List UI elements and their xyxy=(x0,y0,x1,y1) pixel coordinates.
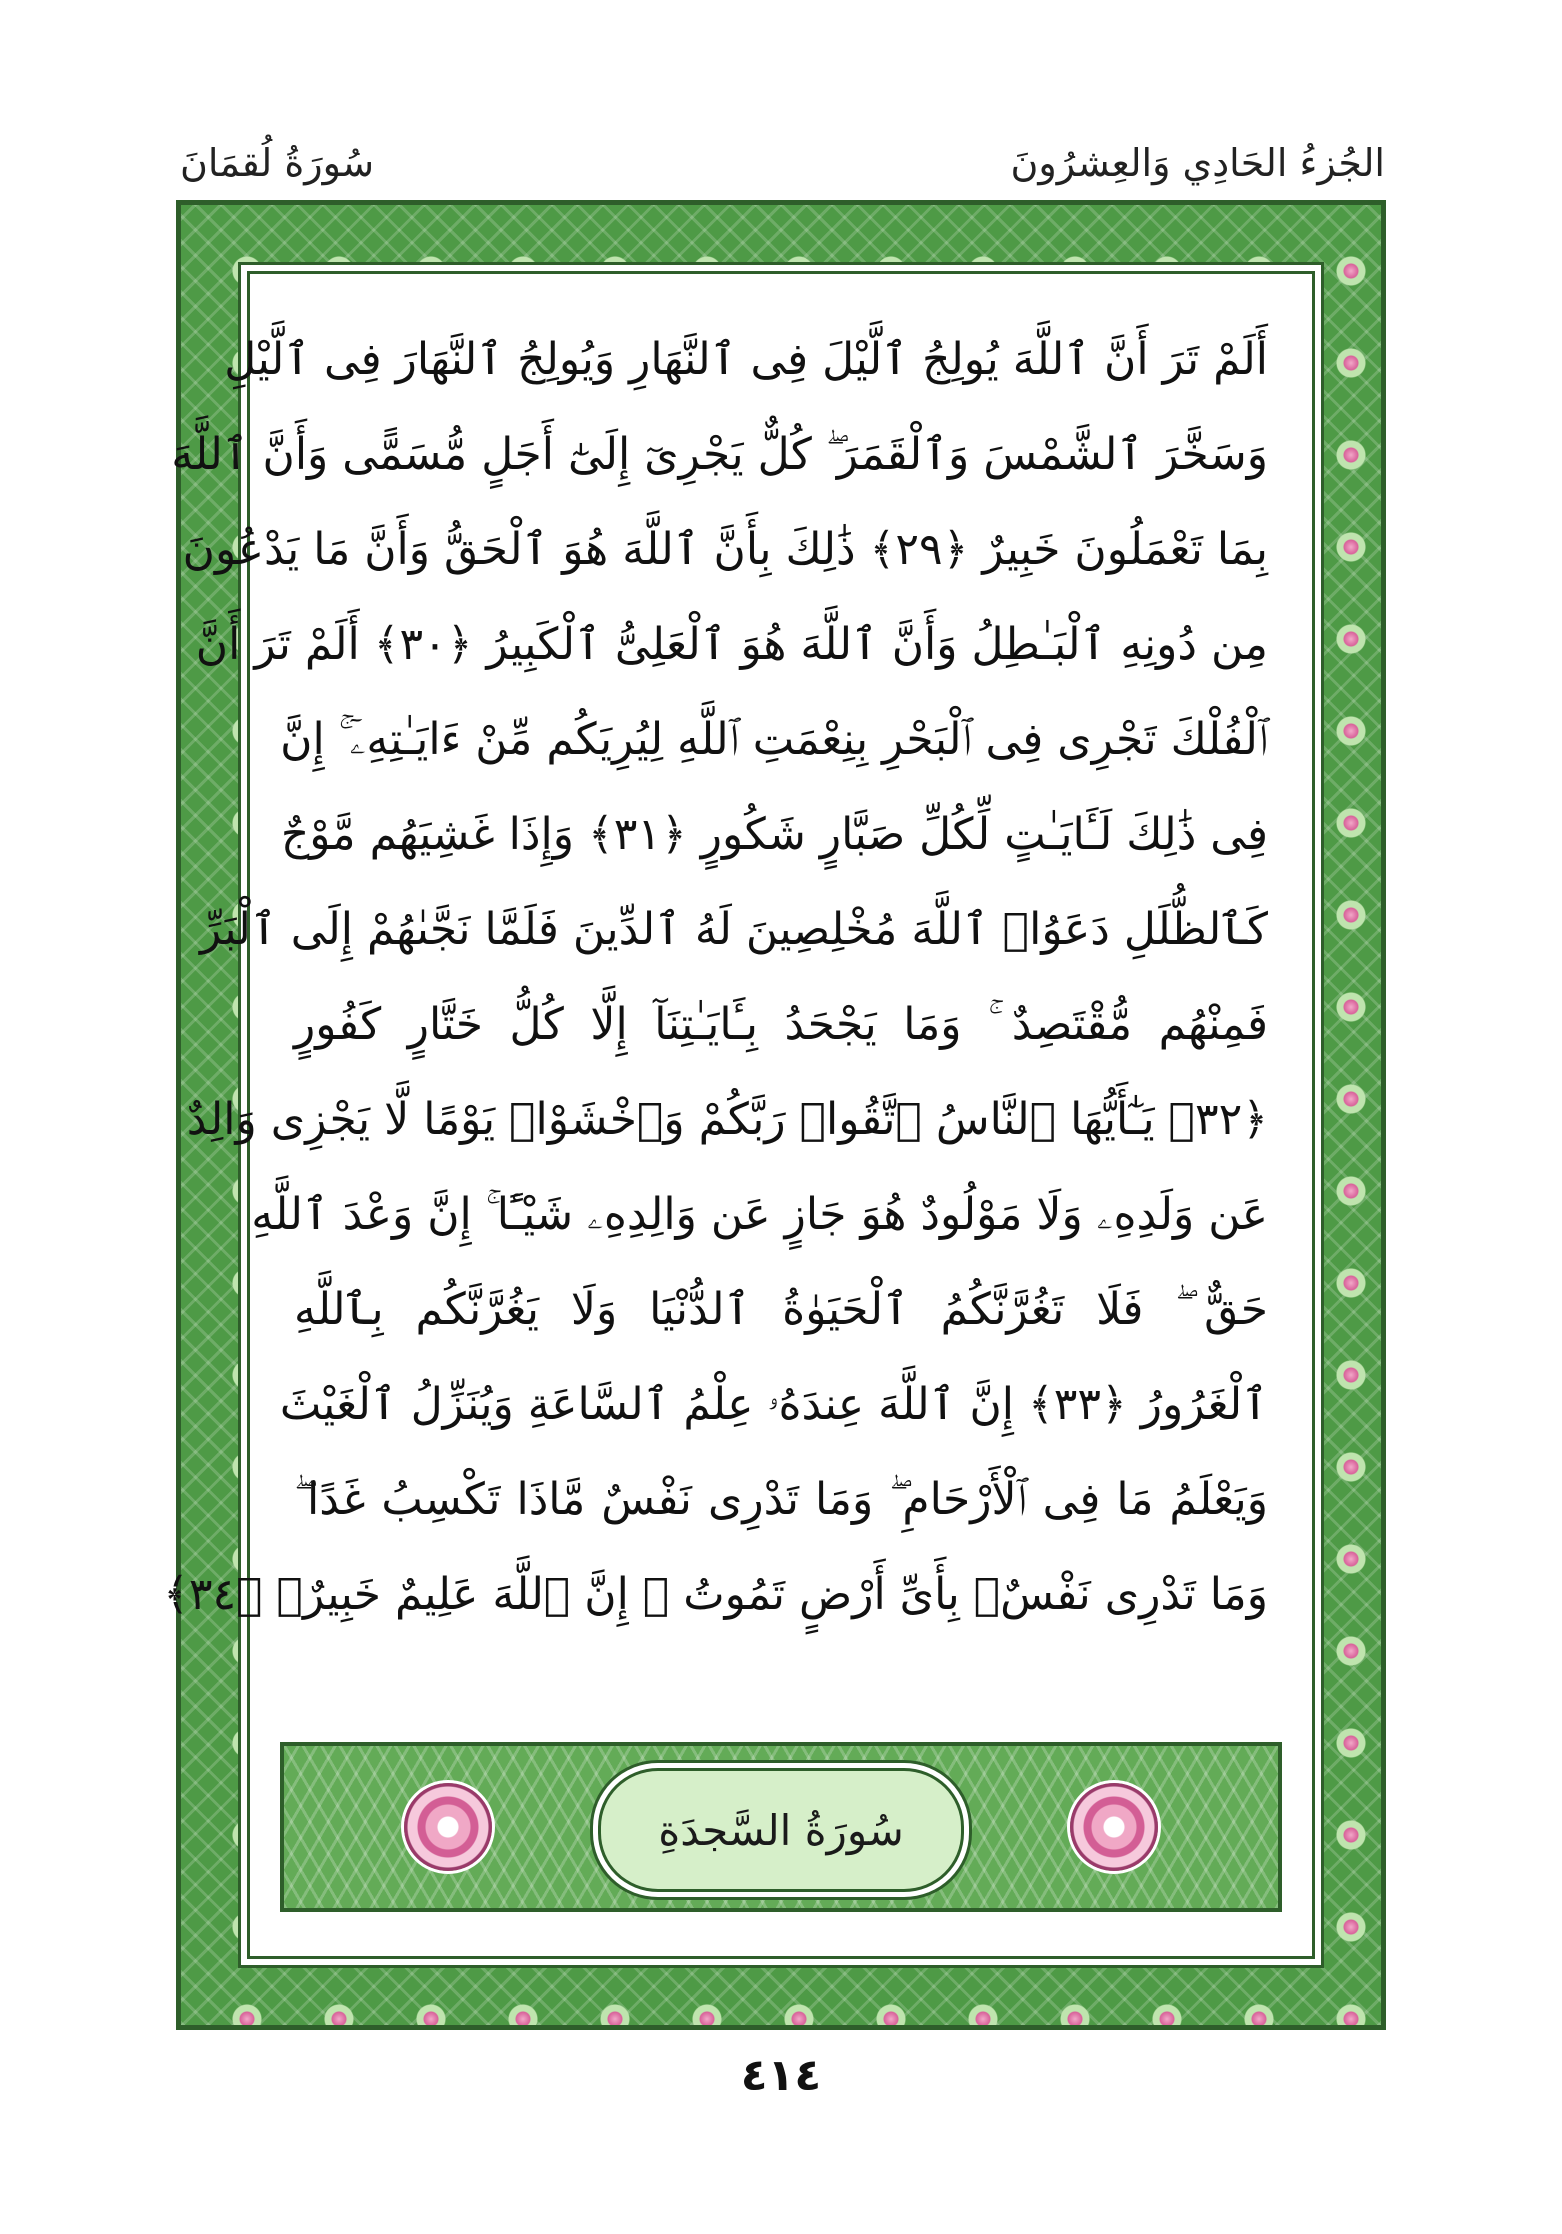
verse-line: حَقٌّ ۖ فَلَا تَغُرَّنَّكُمُ ٱلْحَيَوٰةُ ٱلدُّنْيَا وَلَا يَغُرَّنَّكُم بِٱللَّهِ xyxy=(294,1284,1268,1335)
verse-line: بِمَا تَعْمَلُونَ خَبِيرٌ ﴿٢٩﴾ ذَٰلِكَ بِأَنَّ ٱللَّهَ هُوَ ٱلْحَقُّ وَأَنَّ مَا يَدْعُونَ xyxy=(182,524,1268,575)
verse-line: أَلَمْ تَرَ أَنَّ ٱللَّهَ يُولِجُ ٱلَّيْلَ فِى ٱلنَّهَارِ وَيُولِجُ ٱلنَّهَارَ فِى ٱلَّيْلِ xyxy=(224,334,1268,385)
verse-line: وَسَخَّرَ ٱلشَّمْسَ وَٱلْقَمَرَ ۖ كُلٌّ يَجْرِىٓ إِلَىٰٓ أَجَلٍ مُّسَمًّى وَأَنَّ ٱللَّهَ xyxy=(171,429,1268,480)
verse-line: فَمِنْهُم مُّقْتَصِدٌ ۚ وَمَا يَجْحَدُ بِـَٔايَـٰتِنَآ إِلَّا كُلُّ خَتَّارٍ كَفُورٍ xyxy=(294,999,1268,1050)
verse-text-block xyxy=(163,312,1268,1732)
verse-line: ﴿٣٢﴾ يَـٰٓأَيُّهَا ٱلنَّاسُ ٱتَّقُوا۟ رَبَّكُمْ وَٱخْشَوْا۟ يَوْمًا لَّا يَجْزِى وَالِدٌ xyxy=(186,1094,1268,1145)
verse-line: وَيَعْلَمُ مَا فِى ٱلْأَرْحَامِ ۖ وَمَا تَدْرِى نَفْسٌ مَّاذَا تَكْسِبُ غَدًا ۖ xyxy=(294,1474,1268,1525)
surah-banner xyxy=(280,1742,1282,1912)
text-panel xyxy=(163,271,1315,1959)
next-surah-title: سُورَةُ السَّجدَةِ xyxy=(658,1805,904,1855)
rosette-ornament-icon xyxy=(404,1783,492,1871)
verse-line: ٱلْغَرُورُ ﴿٣٣﴾ إِنَّ ٱللَّهَ عِندَهُۥ عِلْمُ ٱلسَّاعَةِ وَيُنَزِّلُ ٱلْغَيْثَ xyxy=(279,1379,1268,1430)
verse-line: فِى ذَٰلِكَ لَـَٔايَـٰتٍ لِّكُلِّ صَبَّارٍ شَكُورٍ ﴿٣١﴾ وَإِذَا غَشِيَهُم مَّوْجٌ xyxy=(280,809,1268,860)
verse-line: ٱلْفُلْكَ تَجْرِى فِى ٱلْبَحْرِ بِنِعْمَتِ ٱللَّهِ لِيُرِيَكُم مِّنْ ءَايَـٰتِهِۦٓ ۚ إِنَّ xyxy=(280,714,1268,765)
page-number: ٤١٤ xyxy=(740,2050,822,2101)
verse-line: وَمَا تَدْرِى نَفْسٌۢ بِأَىِّ أَرْضٍ تَمُوتُ ۚ إِنَّ ٱللَّهَ عَلِيمٌ خَبِيرٌۢ ﴿٣٤﴾ xyxy=(163,1569,1268,1620)
verse-line: عَن وَلَدِهِۦ وَلَا مَوْلُودٌ هُوَ جَازٍ عَن وَالِدِهِۦ شَيْـًٔا ۚ إِنَّ وَعْدَ ٱللَّهِ xyxy=(251,1189,1268,1240)
verse-line: كَٱلظُّلَلِ دَعَوُا۟ ٱللَّهَ مُخْلِصِينَ لَهُ ٱلدِّينَ فَلَمَّا نَجَّىٰهُمْ إِلَى ٱلْبَرِّ xyxy=(199,904,1268,955)
verse-line: مِن دُونِهِ ٱلْبَـٰطِلُ وَأَنَّ ٱللَّهَ هُوَ ٱلْعَلِىُّ ٱلْكَبِيرُ ﴿٣٠﴾ أَلَمْ تَرَ أَنَّ xyxy=(195,619,1268,670)
running-header xyxy=(180,128,1385,198)
juz-title: الجُزءُ الحَادِي وَالعِشرُونَ xyxy=(1010,141,1385,185)
surah-title-cartouche xyxy=(598,1768,964,1892)
surah-header-title: سُورَةُ لُقمَانَ xyxy=(180,141,375,185)
ornamental-frame xyxy=(163,200,1386,2030)
rosette-ornament-icon xyxy=(1070,1783,1158,1871)
